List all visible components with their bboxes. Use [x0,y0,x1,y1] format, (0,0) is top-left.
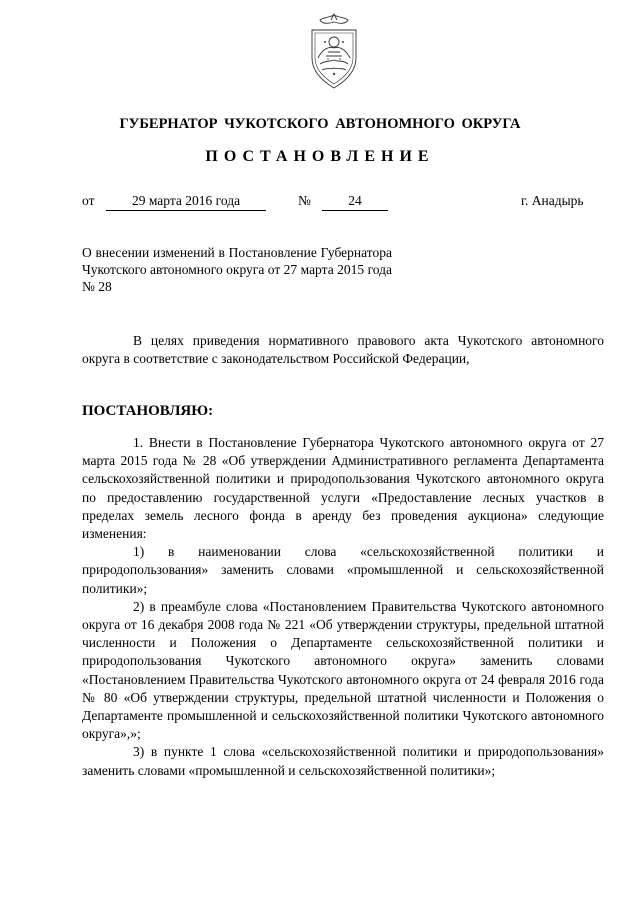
paragraph-1-1: 1) в наименовании слова «сельскохозяйственной политики и природопользования» заменить словами «промышленной и сельскохозяйственной политики»; [82,544,604,596]
paragraph-1: 1. Внести в Постановление Губернатора Чукотского автономного округа от 27 марта 2015 года № 28 «Об утверждении Административного регламента Департамента сельскохозяйственной политики и природопользования Чукотского автономного округа по предоставлению государственной услуги «Предоставление лесных участков в пределах земель лесного фонда в аренду без проведения аукциона» следующие изменения: [82,435,604,542]
coat-of-arms-emblem [298,12,370,92]
decree-body [82,434,604,780]
decree-word: ПОСТАНОВЛЯЮ: [82,403,214,419]
governor-title: ГУБЕРНАТОР ЧУКОТСКОГО АВТОНОМНОГО ОКРУГА [119,116,521,132]
document-number-field [322,193,388,211]
date-from-label: от [82,193,95,208]
paragraph-1-2: 2) в преамбуле слова «Постановлением Правительства Чукотского автономного округа от 16 декабря 2008 года № 221 «Об утверждении структуры, предельной штатной численности и Положения о Департаменте сельскохозяйственной политики и природопользования Чукотского автономного округа» заменить словами «Постановлением Правительства Чукотского автономного округа от 24 февраля 2016 года № 80 «Об утверждении структуры, предельной штатной численности и Положения о Департаменте промышленной и сельскохозяйственной политики Чукотского автономного округа»,»; [82,598,604,742]
document-date-field [106,193,266,211]
document-type-heading: ПОСТАНОВЛЕНИЕ [205,148,435,165]
preamble-text: В целях приведения нормативного правового акта Чукотского автономного округа в соответствие с законодательством Российской Федерации, [82,333,604,366]
number-label: № [298,193,311,208]
city: г. Анадырь [521,193,584,208]
paragraph-1-3: 3) в пункте 1 слова «сельскохозяйственной политики и природопользования» заменить словами «промышленной и сельскохозяйственной политики»; [82,744,604,778]
document-date: 29 марта 2016 года [106,193,266,211]
document-number: 24 [322,193,388,211]
document-subject: О внесении изменений в Постановление Губернатора Чукотского автономного округа от 27 марта 2015 года № 28 [82,245,392,294]
